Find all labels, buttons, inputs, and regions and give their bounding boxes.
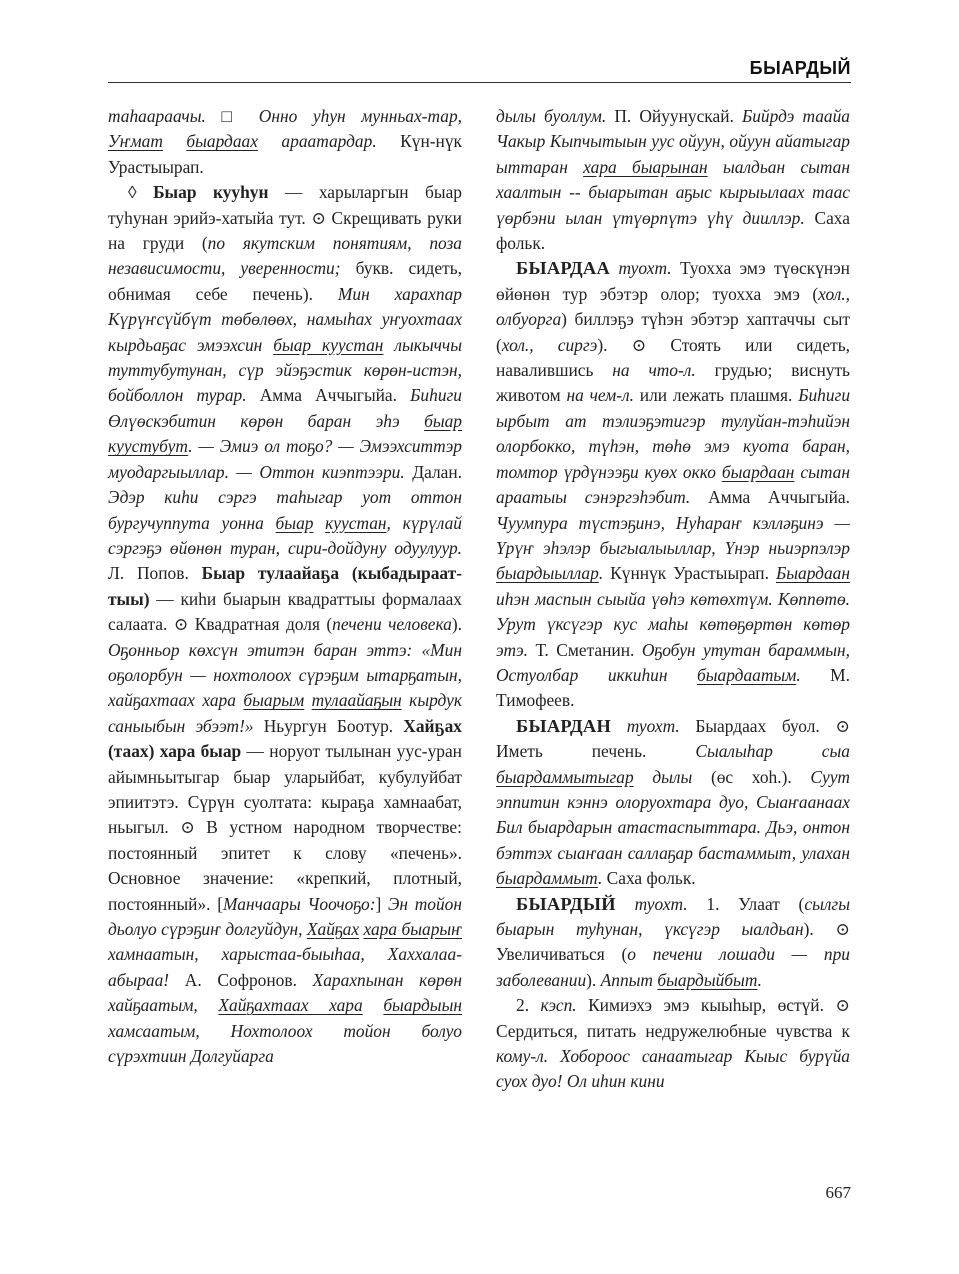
- text-run: [313, 513, 325, 533]
- text-run: [363, 995, 384, 1015]
- source: Далан.: [404, 461, 463, 482]
- entry-byardan: [496, 714, 850, 892]
- source: Саха фольк.: [496, 207, 850, 254]
- text-run: Суут эппитин кэннэ олоруохтара дуо, Сыаҥаанаах Бил быардарын атастаспыттара. Дьэ, онтон бэттэх сыаҥаан саллаҕар бастаммыт, улахан: [496, 766, 850, 863]
- underlined-word: быарым: [243, 690, 305, 711]
- source: Саха фольк.: [602, 868, 696, 889]
- text-run: Сыалыһар сыа: [695, 741, 850, 762]
- text-run: ).: [586, 969, 601, 990]
- header-rule: [108, 82, 851, 83]
- underlined-word: быар: [275, 512, 314, 533]
- entry-byardyi: [496, 892, 850, 994]
- meaning-symbol: ⊙: [835, 715, 850, 736]
- underlined-word: Хайҕах: [306, 919, 360, 939]
- text-run: Туохха эмэ түөскүнэн өйөнөн тур эбэтэр олор; туохха эмэ (: [496, 258, 850, 304]
- headword: БЫАРДАН: [516, 715, 612, 736]
- text-run: 1. Улаат (: [687, 893, 805, 914]
- source: Күн-нүк Урастыырап.: [108, 131, 462, 177]
- text-run: — киһи быарын квадраттыы формалаах салаата.: [108, 588, 462, 635]
- running-head: БЫАРДЫЙ: [749, 58, 851, 78]
- text-run: Онно уһун мунньах-тар,: [243, 106, 462, 126]
- text-run: Сердиться, питать недружелюбные чувства к: [496, 1020, 850, 1041]
- underlined-word: быардыйбыт: [657, 969, 758, 990]
- paragraph: [496, 993, 850, 1095]
- text-run: [163, 131, 186, 151]
- text-run: лыкыччы туттубутунан, сүр эйэҕэстик көрөн-истэн, бойболлон турар.: [108, 334, 463, 406]
- text-run: (өс хоһ.).: [692, 766, 811, 787]
- text-run: кому-л.: [496, 1046, 549, 1067]
- text-run: Манчаары Чоочоҕо:: [223, 893, 376, 914]
- headword: БЫАРДАА: [516, 258, 611, 279]
- left-column: [108, 104, 462, 1069]
- text-run: .: [796, 664, 801, 685]
- text-run: на чем-л.: [566, 385, 634, 406]
- text-run: дылы буоллум.: [496, 106, 607, 126]
- text-run: хол., олбуорга: [496, 283, 850, 330]
- source: Л. Попов.: [108, 563, 202, 584]
- text-run: ).: [803, 919, 836, 939]
- text-run: 2.: [516, 995, 541, 1016]
- part-of-speech: туохт.: [611, 715, 680, 736]
- source: М. Тимофеев.: [496, 664, 850, 711]
- text-run: хамсаатым, Нохтолоох тойон болуо сүрэхтиин Долгуйарга: [108, 1020, 462, 1067]
- text-run: Быардаах буол.: [679, 715, 836, 736]
- text-run: или лежать плашмя.: [633, 385, 799, 406]
- text-run: Бийрдэ таайа Чакыр Кыпчытыын уус ойуун, ойуун айатыгар ыттаран: [496, 106, 850, 177]
- text-run: Харахпынан көрөн хайҕаатым,: [108, 969, 462, 1016]
- meaning-symbol: ⊙: [835, 919, 850, 939]
- text-run: Мин харахпар Күрүҥсүйбүт төбөлөөх, намыһах уҥуохтаах кырдьаҕас эмээхсин: [108, 283, 462, 355]
- text-run: Квадратная доля (: [188, 614, 333, 635]
- text-run: .: [757, 969, 762, 990]
- source: Амма Аччыгыйа.: [690, 487, 850, 508]
- underlined-word: хара быарынан: [583, 156, 708, 177]
- right-column: [496, 104, 850, 1095]
- entry-byardaa: [496, 256, 850, 713]
- underlined-word: быар: [424, 410, 462, 431]
- underlined-word: Быардаан: [775, 563, 850, 584]
- text-run: Иметь печень.: [496, 741, 696, 762]
- text-run: по якутским понятиям, поза независимости, уверенности;: [108, 233, 462, 279]
- text-run: сытан араатыы сэнэргэһэбит.: [496, 461, 850, 508]
- part-of-speech: туохт.: [610, 258, 672, 279]
- text-run: — норуот тылынан уус-уран айымньытыгар быар уларыйбат, кубулуйбат эпиитэтэ. Сүрүн суолтата: кыраҕа хамнаабат, ньыгыл.: [108, 741, 462, 838]
- text-run: араатардар.: [257, 131, 401, 152]
- source: Т. Сметанин.: [528, 639, 642, 660]
- phrase: Быар кууһун: [153, 182, 269, 203]
- text-run: ыалдьан сытан хаалтын -- быарытан аҕыс кырыылаах таас үөрбэни ылан үтүөрпүтэ үһү дииллэр.: [496, 156, 850, 228]
- text-run: Хобороос санаатыгар Кыыс бурүйа суох дуо! Ол иһин кини: [496, 1046, 850, 1092]
- diamond-symbol: ◊: [128, 182, 137, 203]
- underlined-word: Хайҕахтаах хара: [218, 995, 363, 1016]
- text-run: Биһиги Өлүөскэбитин көрөн баран эһэ: [108, 385, 462, 431]
- text-run: Оҕонньор көхсүн этитэн баран эттэ: «Мин оҕолорбун — нохтолоох сүрэҕим ытарҕатын, хайҕахтаах хара: [108, 639, 462, 711]
- text-run: Биһиги ырбыт ат тэлиэҕэтигэр тулуйан-тэһийэн олорбокко, түһэн, төһө эмэ куота баран, томтор үрдүнээҕи куөх окко: [496, 385, 851, 482]
- meaning-symbol: ⊙: [180, 817, 195, 838]
- text-run: . — Эмиэ ол тоҕо? — Эмээхситтэр муодаргыыллар. — Оттон киэптээри.: [108, 436, 462, 482]
- meaning-symbol: ⊙: [311, 207, 326, 228]
- text-run: Скрещивать руки на груди (: [108, 207, 462, 254]
- source: Күннүк Урастыырап.: [603, 563, 776, 584]
- text-run: ).: [451, 614, 463, 635]
- text-run: грудью; виснуть животом: [496, 360, 850, 406]
- text-run: Эдэр киһи сэргэ таһыгар уот оттон бургучуппута уонна: [108, 487, 462, 533]
- text-run: .: [597, 868, 603, 889]
- text-run: кырдук саныыбын эбээт!»: [108, 690, 462, 736]
- text-run: Чуумпура түстэҕинэ, Нуһараҥ кэлләҕинэ — Үрүҥ эһэлэр быгыалыыллар, Үнэр ньиэрпэлэр: [496, 512, 850, 558]
- text-run: хамнаатын, харыстаа-быыһаа, Хаххалаа-абыраа!: [108, 944, 462, 990]
- underlined-word: быардаах: [186, 131, 258, 152]
- text-run: сылгы быарын туһунан, үксүгэр ыалдьан: [496, 893, 850, 939]
- text-run: иһэн маспын сыыйа үөһэ көтөхтүм. Көппөтө. Урут үксүгэр кус маһы көтөҕөртөн көтөр этэ.: [496, 588, 850, 660]
- part-of-speech: туохт.: [615, 893, 688, 914]
- underlined-word: куустан: [325, 512, 387, 533]
- underlined-word: быардыын: [383, 995, 462, 1016]
- source: Амма Аччыгыйа.: [246, 385, 411, 406]
- text-run: Стоять или сидеть, навалившись: [496, 334, 850, 381]
- source: Ньургун Боотур.: [253, 715, 404, 736]
- text-run: .: [598, 563, 604, 584]
- headword: БЫАРДЫЙ: [516, 893, 616, 914]
- text-run: букв. сидеть, обнимая себе печень).: [108, 258, 462, 304]
- text-run: на что-л.: [612, 360, 696, 381]
- underlined-word: быар куустан: [273, 334, 384, 355]
- underlined-word: быардаатым: [697, 664, 797, 685]
- text-run: ).: [597, 334, 632, 355]
- text-run: Кимиэхэ эмэ кыыһыр, өстүй.: [576, 995, 836, 1016]
- source: А. Софронов.: [169, 969, 313, 990]
- phrase: Хайҕах (таах) хара быар: [108, 715, 462, 762]
- underlined-word: быардаммыт: [496, 868, 598, 889]
- text-run: о печени лошади — при заболевании: [496, 944, 850, 990]
- meaning-symbol: ⊙: [835, 995, 850, 1016]
- text-run: ]: [375, 893, 389, 914]
- source: П. Ойуунускай.: [606, 106, 742, 126]
- underlined-word: хара быарыҥ: [363, 919, 462, 939]
- text-run: — харыларгын быар туһунан эрийэ-хатыйа тут.: [108, 182, 462, 228]
- text-run: кэсп.: [540, 995, 577, 1016]
- box-symbol: □: [221, 106, 244, 126]
- paragraph: [108, 104, 462, 180]
- text-run: Аппыт: [600, 969, 658, 990]
- text-run: печени человека: [332, 614, 452, 635]
- underlined-word: Уҥмат: [108, 131, 163, 152]
- text-run: таһаараачы.: [108, 106, 222, 126]
- meaning-symbol: ⊙: [631, 334, 647, 355]
- underlined-word: быардаммытыгар: [496, 766, 634, 787]
- text-run: ) биллэҕэ түһэн эбэтэр хаптаччы сыт (: [496, 309, 850, 355]
- text-run: Увеличиваться (: [496, 944, 628, 965]
- text-run: В устном народном творчестве: постоянный эпитет к слову «печень». Основное значение: «крепкий, плотный, постоянный». [: [108, 817, 462, 914]
- text-run: [304, 690, 311, 710]
- text-run: , күрүлай сэргэҕэ өйөнөн туран, сири-дойдуну одуулуур.: [108, 512, 462, 558]
- text-run: хол., сиргэ: [501, 334, 598, 355]
- underlined-word: тулаайаҕын: [311, 690, 402, 711]
- underlined-word: быардыыллар: [496, 563, 599, 584]
- underlined-word: быардаан: [721, 461, 795, 482]
- paragraph: [108, 180, 462, 1069]
- text-run: Оҕобун утутан бараммын, Остуолбар иккиһин: [496, 639, 851, 685]
- underlined-word: куустубут: [108, 436, 189, 457]
- page-number: 667: [825, 1183, 851, 1202]
- phrase: Быар тулаайаҕа (кыбадыраат-тыы): [108, 563, 462, 609]
- text-run: Эн тойон дьолуо сүрэҕиҥ долгуйдун,: [108, 893, 462, 939]
- paragraph: [496, 104, 850, 256]
- text-run: дылы: [633, 766, 693, 787]
- meaning-symbol: ⊙: [173, 614, 189, 635]
